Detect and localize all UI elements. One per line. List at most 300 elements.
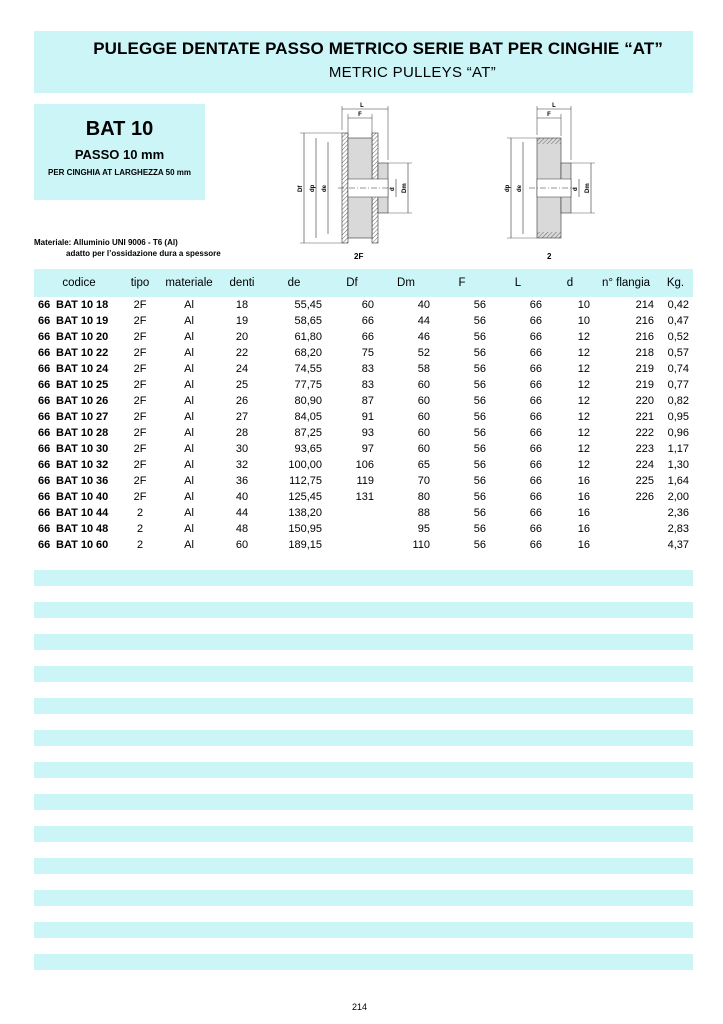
pulley-table xyxy=(34,269,693,553)
cell-l: 66 xyxy=(529,539,542,551)
cell-f: 56 xyxy=(473,427,486,439)
cell-flangia: 225 xyxy=(635,475,654,487)
cell-flangia: 221 xyxy=(635,411,654,423)
cell-materiale: Al xyxy=(184,427,194,439)
table-row xyxy=(34,489,693,505)
product-name: BAT 10 xyxy=(85,118,154,140)
code-size: 25 xyxy=(96,379,109,391)
col-header: codice xyxy=(34,269,124,297)
code-size: 27 xyxy=(96,411,109,423)
code-name: BAT 10 xyxy=(56,459,94,471)
cell-tipo: 2F xyxy=(133,411,147,423)
cell-l: 66 xyxy=(529,507,542,519)
cell-dm: 88 xyxy=(417,507,430,519)
cell-de: 68,20 xyxy=(294,347,322,359)
table-row xyxy=(34,425,693,441)
cell-tipo: 2 xyxy=(136,507,144,519)
cell-materiale: Al xyxy=(184,507,194,519)
cell-tipo: 2F xyxy=(133,475,147,487)
cell-d: 16 xyxy=(577,523,590,535)
cell-l: 66 xyxy=(529,443,542,455)
code-name: BAT 10 xyxy=(56,331,94,343)
cell-de: 138,20 xyxy=(288,507,322,519)
code-size: 30 xyxy=(96,443,109,455)
col-header: F xyxy=(434,269,490,297)
cell-flangia xyxy=(594,505,658,521)
code-size: 19 xyxy=(96,315,109,327)
cell-flangia xyxy=(594,537,658,553)
cell-de: 93,65 xyxy=(294,443,322,455)
code-size: 24 xyxy=(96,363,109,375)
cell-d: 12 xyxy=(577,379,590,391)
code-prefix: 66 xyxy=(38,315,51,327)
cell-dm: 40 xyxy=(417,299,430,311)
cell-materiale: Al xyxy=(184,539,194,551)
cell-codice xyxy=(34,473,124,489)
table-row xyxy=(34,361,693,377)
empty-stripe-row xyxy=(34,634,693,650)
table-row xyxy=(34,505,693,521)
cell-f: 56 xyxy=(473,315,486,327)
cell-d: 16 xyxy=(577,491,590,503)
cell-flangia: 220 xyxy=(635,395,654,407)
cell-materiale: Al xyxy=(184,411,194,423)
cell-denti: 48 xyxy=(235,523,249,535)
cell-l: 66 xyxy=(529,347,542,359)
cell-codice xyxy=(34,425,124,441)
table-row xyxy=(34,537,693,553)
code-size: 44 xyxy=(96,507,109,519)
code-name: BAT 10 xyxy=(56,443,94,455)
table-row xyxy=(34,313,693,329)
cell-kg: 0,57 xyxy=(667,347,689,359)
table-body xyxy=(34,297,693,553)
cell-codice xyxy=(34,393,124,409)
cell-materiale: Al xyxy=(184,443,194,455)
cell-codice xyxy=(34,505,124,521)
cell-l: 66 xyxy=(529,315,542,327)
cell-l: 66 xyxy=(529,427,542,439)
code-name: BAT 10 xyxy=(56,411,94,423)
cell-f: 56 xyxy=(473,523,486,535)
cell-dm: 80 xyxy=(417,491,430,503)
cell-de: 112,75 xyxy=(289,475,322,487)
cell-codice xyxy=(34,329,124,345)
table-row xyxy=(34,297,693,313)
cell-kg: 0,96 xyxy=(667,427,689,439)
cell-codice xyxy=(34,489,124,505)
code-prefix: 66 xyxy=(38,459,51,471)
cell-dm: 60 xyxy=(417,411,430,423)
code-size: 28 xyxy=(96,427,109,439)
cell-f: 56 xyxy=(473,395,486,407)
table-row xyxy=(34,393,693,409)
code-name: BAT 10 xyxy=(56,475,94,487)
header-band xyxy=(34,31,693,93)
code-name: BAT 10 xyxy=(56,395,94,407)
cell-materiale: Al xyxy=(184,475,194,487)
col-header: Dm xyxy=(378,269,434,297)
cell-kg: 0,82 xyxy=(667,395,689,407)
code-name: BAT 10 xyxy=(56,427,94,439)
code-prefix: 66 xyxy=(38,523,51,535)
cell-flangia: 218 xyxy=(635,347,654,359)
cell-f: 56 xyxy=(473,411,486,423)
product-belt-width: PER CINGHIA AT LARGHEZZA 50 mm xyxy=(48,168,191,177)
empty-stripe-row xyxy=(34,890,693,906)
cell-denti: 27 xyxy=(235,411,249,423)
cell-tipo: 2F xyxy=(133,427,147,439)
pulley-2f-drawing xyxy=(290,100,420,250)
cell-l: 66 xyxy=(529,331,542,343)
table-row xyxy=(34,521,693,537)
code-size: 48 xyxy=(96,523,109,535)
code-size: 18 xyxy=(96,299,109,311)
dim-dp-label: dp xyxy=(310,184,316,192)
code-prefix: 66 xyxy=(38,347,51,359)
cell-flangia: 216 xyxy=(635,331,654,343)
dim-l-label-2: L xyxy=(552,103,556,109)
cell-tipo: 2F xyxy=(133,347,147,359)
code-name: BAT 10 xyxy=(56,491,94,503)
cell-kg: 0,74 xyxy=(667,363,689,375)
cell-de: 84,05 xyxy=(294,411,322,423)
col-header: L xyxy=(490,269,546,297)
dim-dm-label-2: Dm xyxy=(585,183,591,193)
cell-df: 66 xyxy=(361,315,374,327)
cell-denti: 19 xyxy=(235,315,249,327)
cell-tipo: 2F xyxy=(133,299,147,311)
cell-flangia: 226 xyxy=(635,491,654,503)
cell-kg: 2,36 xyxy=(667,507,689,519)
cell-codice xyxy=(34,521,124,537)
cell-d: 12 xyxy=(577,427,590,439)
cell-kg: 0,52 xyxy=(667,331,689,343)
cell-d: 10 xyxy=(577,315,590,327)
cell-d: 10 xyxy=(577,299,590,311)
code-prefix: 66 xyxy=(38,363,51,375)
cell-l: 66 xyxy=(529,411,542,423)
empty-rows xyxy=(34,570,693,986)
cell-f: 56 xyxy=(473,379,486,391)
code-name: BAT 10 xyxy=(56,523,94,535)
cell-denti: 30 xyxy=(235,443,249,455)
cell-de: 80,90 xyxy=(294,395,322,407)
cell-de: 125,45 xyxy=(288,491,322,503)
cell-flangia xyxy=(594,521,658,537)
cell-df xyxy=(326,521,378,537)
cell-denti: 22 xyxy=(235,347,249,359)
material-line-2: adatto per l’ossidazione dura a spessore xyxy=(66,249,221,258)
cell-f: 56 xyxy=(473,347,486,359)
cell-df: 75 xyxy=(361,347,374,359)
cell-l: 66 xyxy=(529,379,542,391)
cell-codice xyxy=(34,377,124,393)
code-size: 22 xyxy=(96,347,109,359)
cell-df: 91 xyxy=(361,411,374,423)
cell-d: 12 xyxy=(577,395,590,407)
cell-denti: 26 xyxy=(235,395,249,407)
cell-kg: 1,64 xyxy=(667,475,689,487)
cell-flangia: 216 xyxy=(635,315,654,327)
cell-df: 83 xyxy=(361,363,374,375)
cell-codice xyxy=(34,537,124,553)
cell-de: 150,95 xyxy=(288,523,322,535)
cell-kg: 2,83 xyxy=(667,523,689,535)
empty-stripe-row xyxy=(34,698,693,714)
cell-flangia: 214 xyxy=(635,299,654,311)
cell-l: 66 xyxy=(529,459,542,471)
cell-denti: 36 xyxy=(235,475,249,487)
cell-materiale: Al xyxy=(184,331,194,343)
cell-de: 61,80 xyxy=(294,331,322,343)
cell-de: 55,45 xyxy=(294,299,322,311)
cell-f: 56 xyxy=(473,443,486,455)
cell-f: 56 xyxy=(473,331,486,343)
cell-flangia: 219 xyxy=(635,379,654,391)
cell-materiale: Al xyxy=(184,491,194,503)
cell-d: 12 xyxy=(577,347,590,359)
cell-f: 56 xyxy=(473,539,486,551)
dim-l-label: L xyxy=(360,103,364,109)
cell-tipo: 2F xyxy=(133,379,147,391)
cell-df: 60 xyxy=(361,299,374,311)
col-header: d xyxy=(546,269,594,297)
col-header: n° flangia xyxy=(594,269,658,297)
cell-l: 66 xyxy=(529,363,542,375)
cell-kg: 0,47 xyxy=(667,315,689,327)
cell-de: 189,15 xyxy=(288,539,322,551)
empty-stripe-row xyxy=(34,730,693,746)
code-size: 40 xyxy=(96,491,109,503)
cell-tipo: 2F xyxy=(133,491,147,503)
col-header: Kg. xyxy=(658,269,693,297)
dim-f-label: F xyxy=(358,112,362,118)
cell-d: 12 xyxy=(577,443,590,455)
code-prefix: 66 xyxy=(38,475,51,487)
code-prefix: 66 xyxy=(38,427,51,439)
code-prefix: 66 xyxy=(38,379,51,391)
code-prefix: 66 xyxy=(38,411,51,423)
cell-denti: 24 xyxy=(235,363,249,375)
empty-stripe-row xyxy=(34,858,693,874)
cell-tipo: 2 xyxy=(136,523,144,535)
code-name: BAT 10 xyxy=(56,315,94,327)
cell-materiale: Al xyxy=(184,363,194,375)
cell-denti: 18 xyxy=(235,299,249,311)
cell-tipo: 2F xyxy=(133,331,147,343)
pulley-2-drawing xyxy=(493,100,623,250)
cell-df: 83 xyxy=(361,379,374,391)
cell-kg: 0,95 xyxy=(667,411,689,423)
cell-l: 66 xyxy=(529,299,542,311)
dim-de-label: de xyxy=(322,184,328,192)
page-title: PULEGGE DENTATE PASSO METRICO SERIE BAT PER CINGHIE “AT” xyxy=(93,39,663,58)
code-name: BAT 10 xyxy=(56,507,94,519)
cell-d: 16 xyxy=(577,507,590,519)
dim-df-label: Df xyxy=(298,185,304,192)
cell-materiale: Al xyxy=(184,347,194,359)
empty-stripe-row xyxy=(34,922,693,938)
cell-materiale: Al xyxy=(184,299,194,311)
cell-codice xyxy=(34,409,124,425)
cell-dm: 44 xyxy=(417,315,430,327)
cell-codice xyxy=(34,345,124,361)
cell-kg: 1,17 xyxy=(667,443,689,455)
cell-de: 74,55 xyxy=(294,363,322,375)
code-prefix: 66 xyxy=(38,299,51,311)
page-subtitle: METRIC PULLEYS “AT” xyxy=(328,64,496,81)
material-line-1: Materiale: Alluminio UNI 9006 - T6 (Al) xyxy=(34,238,178,247)
cell-tipo: 2 xyxy=(136,539,144,551)
cell-dm: 58 xyxy=(417,363,430,375)
code-prefix: 66 xyxy=(38,443,51,455)
cell-tipo: 2F xyxy=(133,315,147,327)
cell-flangia: 222 xyxy=(635,427,654,439)
cell-df: 66 xyxy=(361,331,374,343)
col-header: materiale xyxy=(156,269,222,297)
cell-materiale: Al xyxy=(184,315,194,327)
cell-d: 12 xyxy=(577,459,590,471)
empty-stripe-row xyxy=(34,826,693,842)
cell-f: 56 xyxy=(473,459,486,471)
cell-materiale: Al xyxy=(184,395,194,407)
table-row xyxy=(34,377,693,393)
dim-d-label-2: d xyxy=(573,187,579,191)
code-size: 26 xyxy=(96,395,109,407)
material-note xyxy=(34,237,221,259)
cell-d: 12 xyxy=(577,331,590,343)
cell-denti: 25 xyxy=(235,379,249,391)
cell-kg: 0,77 xyxy=(667,379,689,391)
cell-l: 66 xyxy=(529,395,542,407)
cell-d: 12 xyxy=(577,363,590,375)
drawing-type-2 xyxy=(493,100,623,261)
empty-stripe-row xyxy=(34,794,693,810)
cell-denti: 44 xyxy=(235,507,249,519)
product-pitch: PASSO 10 mm xyxy=(74,147,165,162)
cell-df: 97 xyxy=(361,443,374,455)
cell-kg: 2,00 xyxy=(667,491,689,503)
dim-dm-label: Dm xyxy=(402,183,408,193)
cell-tipo: 2F xyxy=(133,443,147,455)
cell-dm: 70 xyxy=(417,475,430,487)
cell-tipo: 2F xyxy=(133,395,147,407)
table-row xyxy=(34,457,693,473)
cell-denti: 60 xyxy=(235,539,249,551)
cell-de: 58,65 xyxy=(294,315,322,327)
cell-denti: 40 xyxy=(235,491,249,503)
col-header: de xyxy=(262,269,326,297)
code-name: BAT 10 xyxy=(56,539,94,551)
drawing-type-2f xyxy=(290,100,420,261)
empty-stripe-row xyxy=(34,762,693,778)
cell-dm: 60 xyxy=(417,427,430,439)
cell-denti: 32 xyxy=(235,459,249,471)
dim-dp-label-2: dp xyxy=(505,184,511,192)
product-box xyxy=(34,104,205,200)
cell-de: 77,75 xyxy=(294,379,322,391)
cell-f: 56 xyxy=(473,363,486,375)
code-size: 60 xyxy=(96,539,109,551)
code-name: BAT 10 xyxy=(56,363,94,375)
cell-df xyxy=(326,505,378,521)
cell-kg: 1,30 xyxy=(667,459,689,471)
code-prefix: 66 xyxy=(38,491,51,503)
cell-codice xyxy=(34,457,124,473)
code-prefix: 66 xyxy=(38,331,51,343)
code-name: BAT 10 xyxy=(56,347,94,359)
cell-codice xyxy=(34,441,124,457)
code-size: 20 xyxy=(96,331,109,343)
code-name: BAT 10 xyxy=(56,299,94,311)
code-name: BAT 10 xyxy=(56,379,94,391)
code-size: 32 xyxy=(96,459,109,471)
drawing-2f-label: 2F xyxy=(354,252,364,261)
empty-stripe-row xyxy=(34,602,693,618)
cell-d: 16 xyxy=(577,475,590,487)
dim-d-label: d xyxy=(390,187,396,191)
cell-flangia: 224 xyxy=(635,459,654,471)
table-row xyxy=(34,329,693,345)
cell-codice xyxy=(34,361,124,377)
cell-dm: 60 xyxy=(417,443,430,455)
dim-de-label-2: de xyxy=(517,184,523,192)
table-row xyxy=(34,345,693,361)
cell-dm: 60 xyxy=(417,379,430,391)
table-row xyxy=(34,473,693,489)
empty-stripe-row xyxy=(34,954,693,970)
cell-f: 56 xyxy=(473,507,486,519)
cell-tipo: 2F xyxy=(133,363,147,375)
col-header: denti xyxy=(222,269,262,297)
empty-stripe-row xyxy=(34,666,693,682)
cell-dm: 46 xyxy=(417,331,430,343)
cell-tipo: 2F xyxy=(133,459,147,471)
cell-dm: 65 xyxy=(417,459,430,471)
cell-flangia: 219 xyxy=(635,363,654,375)
cell-denti: 28 xyxy=(235,427,249,439)
cell-f: 56 xyxy=(473,299,486,311)
cell-de: 87,25 xyxy=(294,427,322,439)
cell-df: 106 xyxy=(355,459,374,471)
table-row xyxy=(34,409,693,425)
cell-codice xyxy=(34,313,124,329)
cell-de: 100,00 xyxy=(288,459,322,471)
code-prefix: 66 xyxy=(38,395,51,407)
cell-flangia: 223 xyxy=(635,443,654,455)
drawing-2-label: 2 xyxy=(547,252,552,261)
cell-df: 131 xyxy=(355,491,374,503)
cell-l: 66 xyxy=(529,491,542,503)
cell-dm: 95 xyxy=(417,523,430,535)
page-number: 214 xyxy=(352,1002,368,1012)
table-row xyxy=(34,441,693,457)
cell-dm: 60 xyxy=(417,395,430,407)
cell-f: 56 xyxy=(473,475,486,487)
cell-kg: 4,37 xyxy=(667,539,689,551)
cell-l: 66 xyxy=(529,475,542,487)
cell-d: 12 xyxy=(577,411,590,423)
cell-materiale: Al xyxy=(184,379,194,391)
code-prefix: 66 xyxy=(38,539,51,551)
cell-dm: 110 xyxy=(412,539,430,551)
code-prefix: 66 xyxy=(38,507,51,519)
cell-d: 16 xyxy=(577,539,590,551)
cell-materiale: Al xyxy=(184,523,194,535)
cell-f: 56 xyxy=(473,491,486,503)
cell-codice xyxy=(34,297,124,313)
